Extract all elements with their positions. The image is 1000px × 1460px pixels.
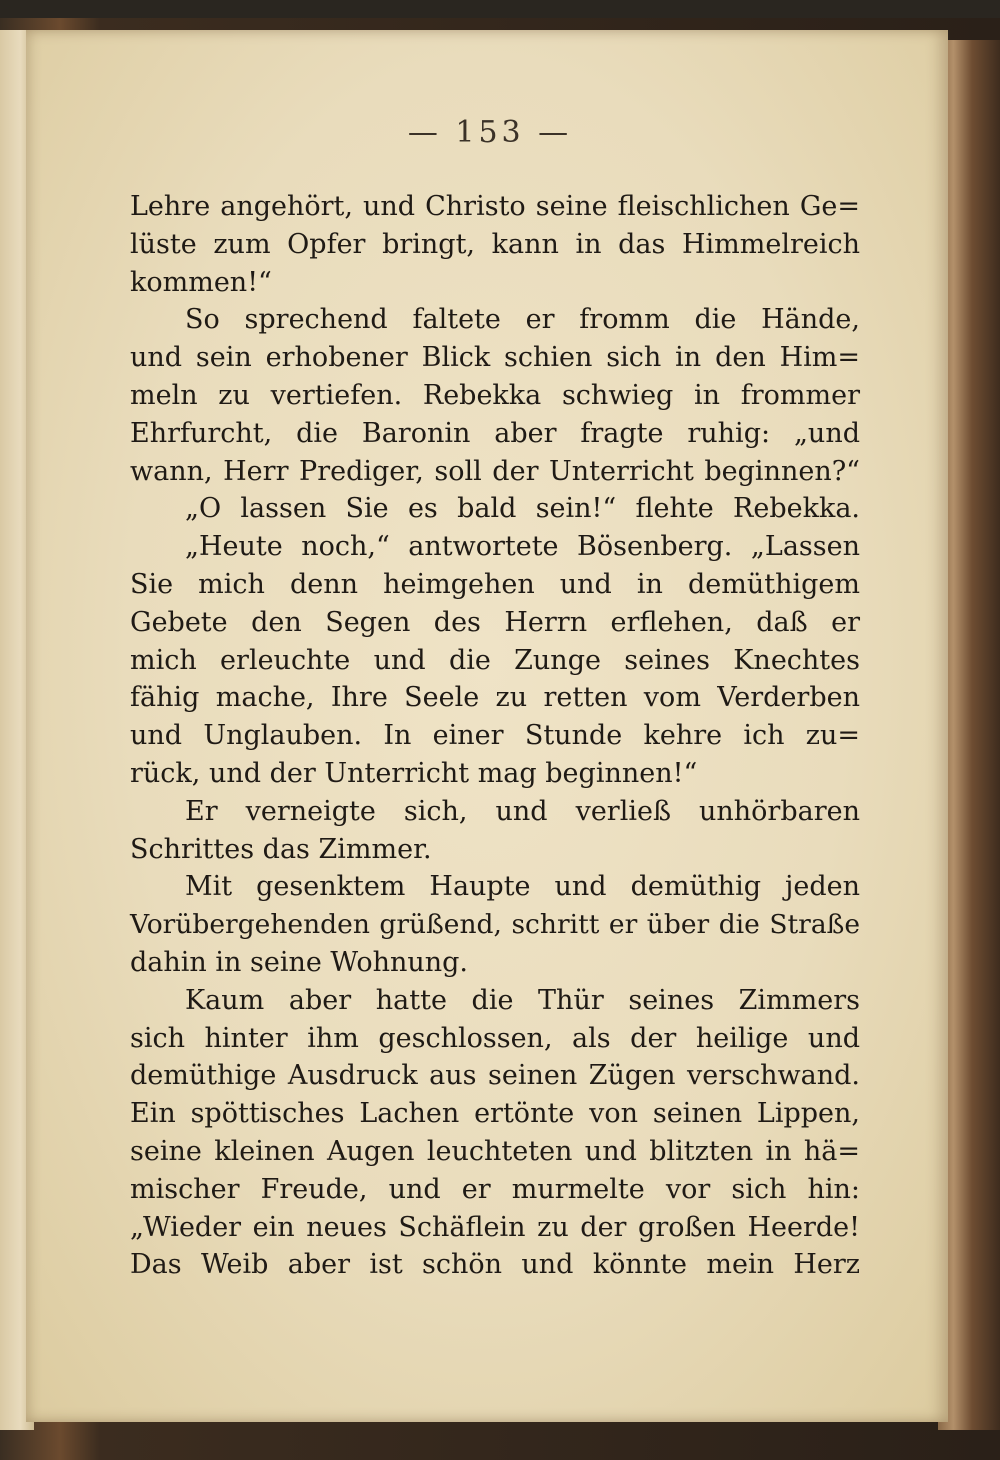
text-line: fähig mache, Ihre Seele zu retten vom Verderben [130, 682, 860, 714]
text-line: und sein erhobener Blick schien sich in den Him= [130, 342, 860, 374]
text-line: lüste zum Opfer bringt, kann in das Himmelreich [130, 228, 860, 260]
text-line: „Wieder ein neues Schäflein zu der großen Heerde! [130, 1211, 860, 1243]
text-line: Ein spöttisches Lachen ertönte von seinen Lippen, [130, 1098, 860, 1130]
text-line: mich erleuchte und die Zunge seines Knechtes [130, 644, 860, 676]
text-line: Kaum aber hatte die Thür seines Zimmers [185, 984, 860, 1016]
text-line: Vorübergehenden grüßend, schritt er über die Straße [130, 909, 860, 941]
text-line: Das Weib aber ist schön und könnte mein Herz [130, 1249, 860, 1281]
text-line: meln zu vertiefen. Rebekka schwieg in frommer [130, 379, 860, 411]
text-line: „O lassen Sie es bald sein!“ flehte Rebekka. [185, 493, 860, 525]
text-line: rück, und der Unterricht mag beginnen!“ [130, 757, 698, 789]
text-line: kommen!“ [130, 266, 272, 298]
text-line: seine kleinen Augen leuchteten und blitzten in hä= [130, 1135, 860, 1167]
text-line: Mit gesenktem Haupte und demüthig jeden [185, 871, 860, 903]
page-number: — 153 — [407, 115, 573, 150]
text-line: Ehrfurcht, die Baronin aber fragte ruhig: „und [130, 417, 860, 449]
text-line: sich hinter ihm geschlossen, als der heilige und [130, 1022, 860, 1054]
text-line: wann, Herr Prediger, soll der Unterricht beginnen?“ [130, 455, 860, 487]
text-line: Er verneigte sich, und verließ unhörbaren [185, 795, 860, 827]
text-line: demüthige Ausdruck aus seinen Zügen verschwand. [130, 1060, 860, 1092]
text-line: So sprechend faltete er fromm die Hände, [185, 304, 860, 336]
text-line: Gebete den Segen des Herrn erflehen, daß er [130, 606, 860, 638]
text-line: Schrittes das Zimmer. [130, 833, 432, 865]
page-text [130, 188, 860, 1284]
text-line: Sie mich denn heimgehen und in demüthigem [130, 568, 860, 600]
text-line: „Heute noch,“ antwortete Bösenberg. „Lassen [185, 531, 860, 563]
text-line: dahin in seine Wohnung. [130, 946, 469, 978]
text-line: Lehre angehört, und Christo seine fleischlichen Ge= [130, 191, 860, 222]
text-line: mischer Freude, und er murmelte vor sich hin: [130, 1173, 860, 1205]
text-line: und Unglauben. In einer Stunde kehre ich zu= [130, 720, 860, 752]
